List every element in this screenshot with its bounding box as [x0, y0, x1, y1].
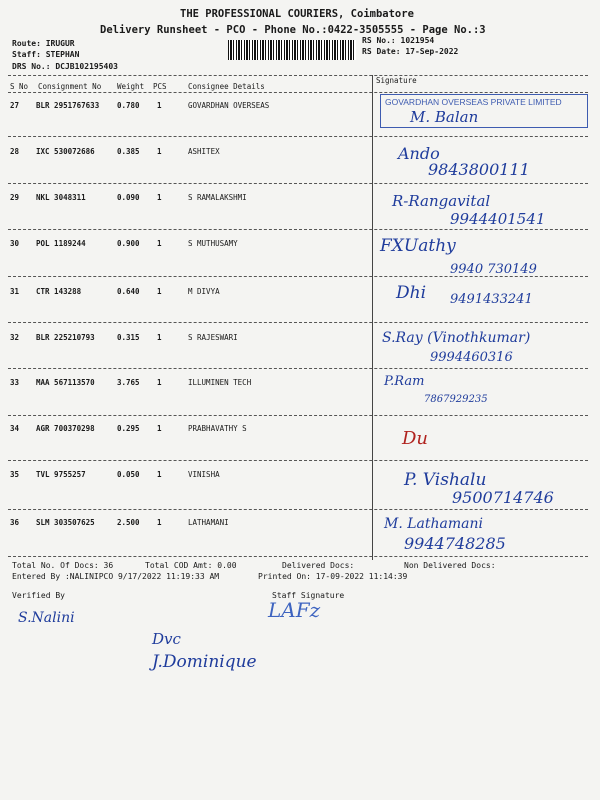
row-pcs: 1	[157, 287, 162, 296]
row-divider	[8, 183, 588, 184]
row-divider	[8, 136, 588, 137]
row-consignment: SLM 303507625	[36, 518, 95, 527]
row-pcs: 1	[157, 424, 162, 433]
signature-name: Du	[402, 428, 429, 449]
signature-phone: 9843800111	[428, 160, 530, 179]
row-weight: 0.900	[117, 239, 140, 248]
signature-name: M. Balan	[410, 108, 479, 126]
col-pcs: PCS	[153, 82, 167, 91]
row-divider	[8, 509, 588, 510]
row-consignee: LATHAMANI	[188, 518, 229, 527]
col-sno: S No	[10, 82, 29, 91]
col-weight: Weight	[117, 82, 145, 91]
staff: Staff: STEPHAN	[12, 50, 80, 59]
row-pcs: 1	[157, 239, 162, 248]
signature-phone: 9944401541	[450, 210, 546, 228]
staff-signature: LAFz	[268, 598, 321, 622]
row-weight: 0.090	[117, 193, 140, 202]
handwritten-note: Dvc	[152, 630, 181, 648]
table-rule-bottom	[8, 556, 588, 557]
row-sno: 31	[10, 287, 20, 296]
non-delivered-docs: Non Delivered Docs:	[404, 561, 496, 570]
row-divider	[8, 276, 588, 277]
row-weight: 0.295	[117, 424, 140, 433]
row-pcs: 1	[157, 101, 162, 110]
row-pcs: 1	[157, 518, 162, 527]
row-consignment: POL 1189244	[36, 239, 86, 248]
row-weight: 0.640	[117, 287, 140, 296]
rs-date: RS Date: 17-Sep-2022	[362, 47, 459, 56]
row-divider	[8, 229, 588, 230]
row-weight: 2.500	[117, 518, 140, 527]
signature-name: FXUathy	[380, 236, 456, 256]
col-signature: Signature	[376, 76, 417, 85]
entered-by: Entered By :NALINIPCO 9/17/2022 11:19:33 AM	[12, 572, 220, 581]
row-consignment: NKL 3048311	[36, 193, 86, 202]
signature-name: S.Ray (Vinothkumar)	[382, 330, 531, 346]
row-consignee: GOVARDHAN OVERSEAS	[188, 101, 270, 110]
row-sno: 28	[10, 147, 20, 156]
row-sno: 35	[10, 470, 20, 479]
signature-name: M. Lathamani	[384, 516, 483, 532]
row-divider	[8, 322, 588, 323]
signature-name: P. Vishalu	[404, 470, 487, 490]
signature-column-divider	[372, 75, 373, 560]
verifier-signature: S.Nalini	[18, 610, 75, 626]
row-consignee: S RAJESWARI	[188, 333, 238, 342]
row-consignment: BLR 2951767633	[36, 101, 100, 110]
header-rule-top	[8, 75, 588, 76]
signature-phone: 9940 730149	[450, 262, 537, 277]
row-weight: 3.765	[117, 378, 140, 387]
row-sno: 36	[10, 518, 20, 527]
verified-by-label: Verified By	[12, 591, 65, 600]
row-consignee: S MUTHUSAMY	[188, 239, 238, 248]
delivered-docs: Delivered Docs:	[282, 561, 355, 570]
row-pcs: 1	[157, 147, 162, 156]
staff-signature-label: Staff Signature	[272, 591, 345, 600]
rs-number: RS No.: 1021954	[362, 36, 435, 45]
col-consignee: Consignee Details	[188, 82, 265, 91]
barcode	[228, 40, 356, 60]
row-divider	[8, 460, 588, 461]
signature-phone: 9491433241	[450, 292, 533, 307]
row-consignee: M DIVYA	[188, 287, 220, 296]
signature-phone: 9944748285	[404, 534, 506, 553]
company-name: THE PROFESSIONAL COURIERS, Coimbatore	[180, 8, 414, 20]
row-pcs: 1	[157, 333, 162, 342]
printed-on: Printed On: 17-09-2022 11:14:39	[258, 572, 408, 581]
signature-phone: 9994460316	[430, 350, 513, 365]
signature-phone: 9500714746	[452, 488, 554, 507]
row-consignment: AGR 700370298	[36, 424, 95, 433]
row-consignment: IXC 530072686	[36, 147, 95, 156]
row-pcs: 1	[157, 378, 162, 387]
runsheet-subtitle: Delivery Runsheet - PCO - Phone No.:0422-3505555 - Page No.:3	[100, 24, 486, 36]
route: Route: IRUGUR	[12, 39, 75, 48]
row-weight: 0.315	[117, 333, 140, 342]
header-rule-bottom	[8, 92, 588, 93]
stamp-text: GOVARDHAN OVERSEAS PRIVATE LIMITED	[385, 97, 562, 107]
row-divider	[8, 415, 588, 416]
signature-name: R-Rangavital	[392, 192, 491, 210]
row-weight: 0.780	[117, 101, 140, 110]
row-sno: 33	[10, 378, 20, 387]
row-pcs: 1	[157, 193, 162, 202]
row-consignment: MAA 567113570	[36, 378, 95, 387]
row-weight: 0.050	[117, 470, 140, 479]
row-divider	[8, 368, 588, 369]
col-consignment: Consignment No	[38, 82, 102, 91]
signature-phone: 7867929235	[424, 394, 488, 405]
drs-number: DRS No.: DCJB102195403	[12, 62, 118, 71]
row-weight: 0.385	[117, 147, 140, 156]
row-consignee: PRABHAVATHY S	[188, 424, 247, 433]
row-sno: 34	[10, 424, 20, 433]
signature-name: Ando	[398, 144, 440, 163]
row-consignee: VINISHA	[188, 470, 220, 479]
signature-name: P.Ram	[384, 374, 425, 389]
signature-name: Dhi	[396, 283, 427, 303]
row-consignee: ILLUMINEN TECH	[188, 378, 252, 387]
row-sno: 29	[10, 193, 20, 202]
row-consignee: S RAMALAKSHMI	[188, 193, 247, 202]
row-sno: 27	[10, 101, 20, 110]
handwritten-name: J.Dominique	[152, 652, 257, 672]
row-sno: 32	[10, 333, 20, 342]
total-docs: Total No. Of Docs: 36	[12, 561, 114, 570]
row-consignment: TVL 9755257	[36, 470, 86, 479]
row-consignment: CTR 143288	[36, 287, 82, 296]
row-consignment: BLR 225210793	[36, 333, 95, 342]
total-cod: Total COD Amt: 0.00	[145, 561, 237, 570]
row-pcs: 1	[157, 470, 162, 479]
row-consignee: ASHITEX	[188, 147, 220, 156]
row-sno: 30	[10, 239, 20, 248]
